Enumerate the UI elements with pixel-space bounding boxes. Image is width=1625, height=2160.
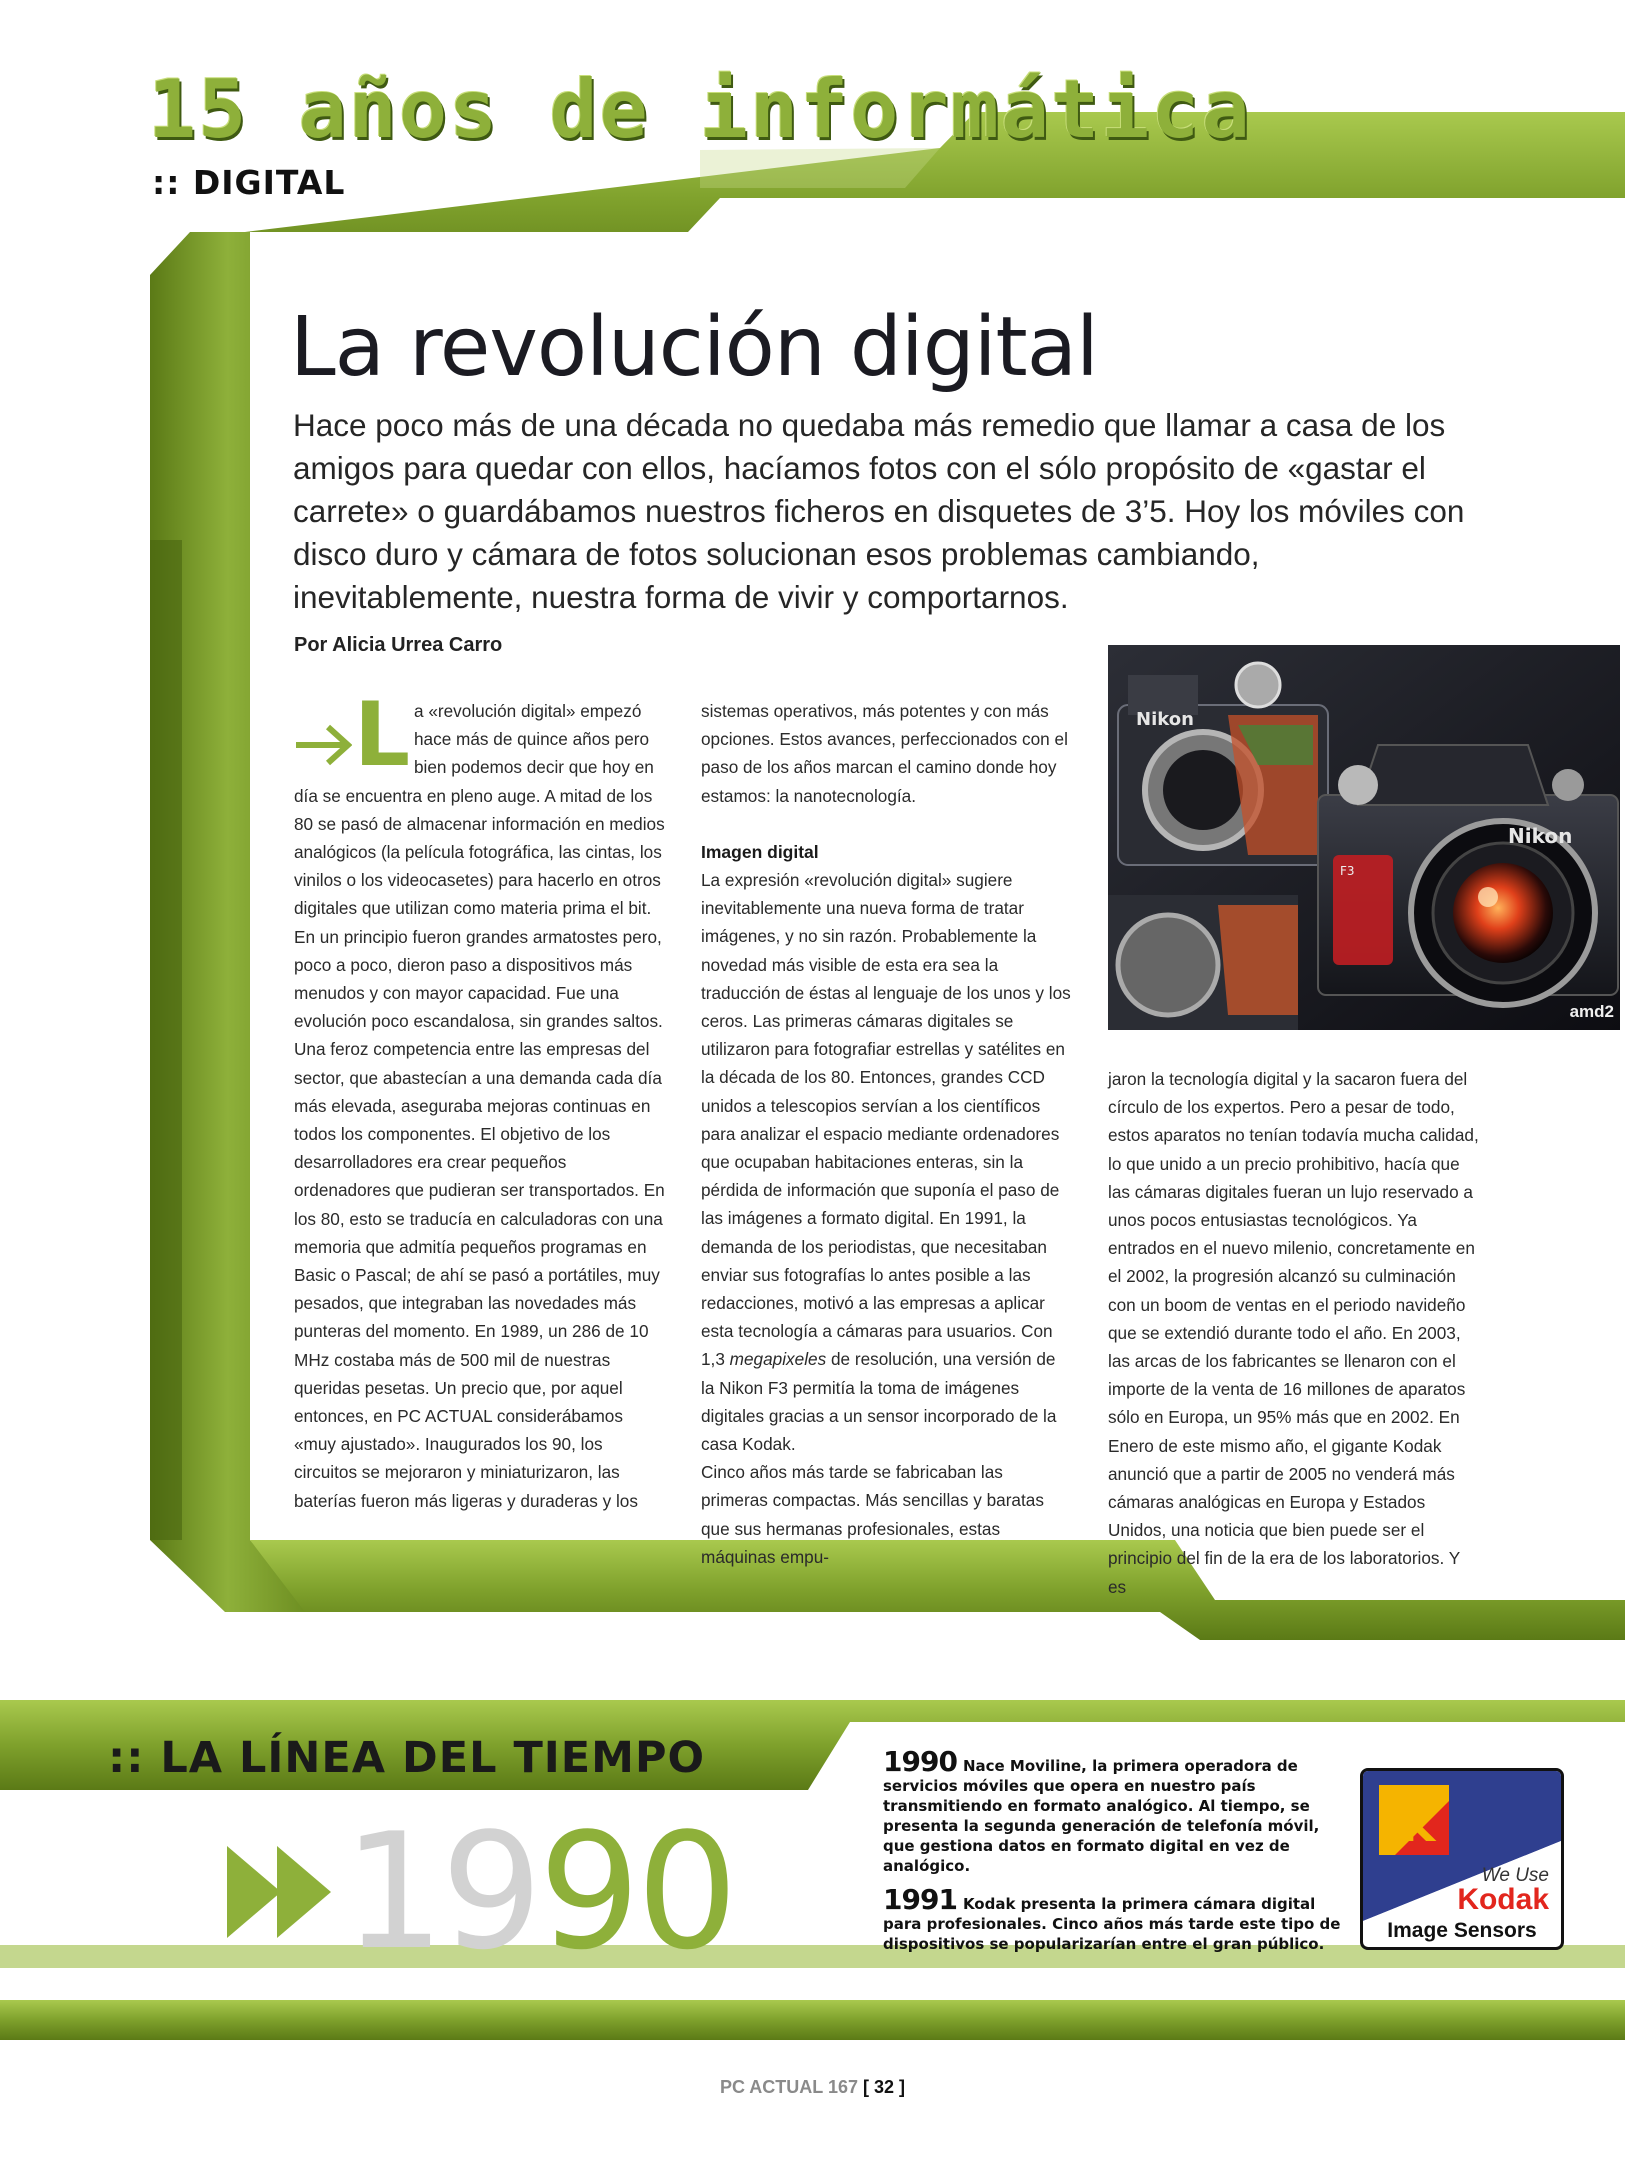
page-footer bbox=[0, 2077, 1625, 2098]
kodak-line-3: Image Sensors bbox=[1387, 1919, 1537, 1942]
nikon-label-left: Nikon bbox=[1136, 709, 1194, 730]
article-byline: Por Alicia Urrea Carro bbox=[294, 634, 503, 656]
photo-credit: amd2 bbox=[1569, 1002, 1614, 1021]
timeline-entry-year: 1990 bbox=[883, 1745, 957, 1778]
nikon-label-right: Nikon bbox=[1508, 824, 1573, 848]
footer-magazine: PC ACTUAL 167 bbox=[719, 2077, 858, 2097]
section-subtitle: :: DIGITAL bbox=[152, 163, 346, 202]
kodak-line-2: Kodak bbox=[1457, 1883, 1549, 1916]
article-column-2 bbox=[701, 697, 1073, 1571]
timeline-entry-text: Kodak presenta la primera cámara digital para profesionales. Cinco años más tarde este tipo de dispositivos se popularizarían entre el gran público. bbox=[883, 1895, 1341, 1953]
arrow-right-icon bbox=[294, 723, 352, 767]
section-title: 15 años de informática bbox=[148, 63, 1252, 156]
dropcap bbox=[294, 683, 411, 786]
timeline-band-bottom bbox=[0, 2000, 1625, 2040]
timeline-entries bbox=[883, 1745, 1343, 1968]
article-headline: La revolución digital bbox=[290, 300, 1098, 395]
footer-page-number: [ 32 ] bbox=[863, 2077, 906, 2097]
kodak-image-sensors-logo bbox=[1363, 1771, 1561, 1947]
camera-photo bbox=[1108, 645, 1620, 1030]
model-label: F3 bbox=[1340, 864, 1355, 878]
timeline-entry-1991 bbox=[883, 1883, 1343, 1954]
kodak-logo bbox=[1360, 1768, 1564, 1950]
kodak-mark: K bbox=[1401, 1801, 1436, 1852]
double-play-icon bbox=[225, 1842, 335, 1942]
dropcap-letter: L bbox=[354, 683, 411, 786]
emphasis-megapixeles: megapixeles bbox=[729, 1349, 827, 1370]
column-1-text: a «revolución digital» empezó hace más de quince años pero bien podemos decir que hoy en día se encuentra en pleno auge. A mitad de los 80 se pasó de almacenar información en medios analógicos (la película fotográfica, las cintas, los vinilos o los videocasetes) para hacerlo en otros digitales que utilizan como materia prima el bit. En un principio fueron grandes armatostes pero, poco a poco, dieron paso a dispositivos más menudos y con mayor capacidad. Fue una evolución poco escandalosa, sin grandes saltos. Una feroz competencia entre las empresas del sector, que abastecían a una demanda cada día más elevada, aseguraba mejoras continuas en todos los componentes. El objetivo de los desarrolladores era crear pequeños ordenadores que pudieran ser transportados. En los 80, esto se traducía en calculadoras con una memoria que admitía pequeños programas en Basic o Pascal; de ahí se pasó a portátiles, muy pesados, que integraban las novedades más punteras del momento. En 1989, un 286 de 10 MHz costaba más de 500 mil de nuestras queridas pesetas. Un precio que, por aquel entonces, en PC ACTUAL considerábamos «muy ajustado». Inaugurados los 90, los circuitos se mejoraron y miniaturizaron, las baterías fueron más ligeras y duraderas y los bbox=[294, 701, 665, 1511]
year-part-1: 19 bbox=[343, 1798, 539, 1985]
article-lead: Hace poco más de una década no quedaba más remedio que llamar a casa de los amigos para quedar con ellos, hacíamos fotos con el sólo propósito de «gastar el carrete» o guardábamos nuestros ficheros en disquetes de 3’5. Hoy los móviles con disco duro y cámara de fotos solucionan esos problemas cambiando, inevitablemente, nuestra forma de vivir y comportarnos. bbox=[293, 407, 1465, 615]
column-2-intro: sistemas operativos, más potentes y con más opciones. Estos avances, perfeccionados con el paso de los años marcan el camino donde hoy estamos: la nanotecnología. bbox=[701, 701, 1068, 806]
column-2-paragraph-2: Cinco años más tarde se fabricaban las primeras compactas. Más sencillas y baratas que sus hermanas profesionales, estas máquinas empu- bbox=[701, 1462, 1044, 1567]
timeline-entry-text: Nace Moviline, la primera operadora de servicios móviles que opera en nuestro país transmitiendo en formato analógico. Al tiempo, se presenta la segunda generación de telefonía móvil, que gestiona datos en formato digital en vez de analógico. bbox=[883, 1757, 1320, 1875]
timeline-entry-year: 1991 bbox=[883, 1883, 957, 1916]
timeline-entry-1990 bbox=[883, 1745, 1343, 1876]
column-3-text: jaron la tecnología digital y la sacaron fuera del círculo de los expertos. Pero a pesar de todo, estos aparatos no tenían todavía mucha calidad, lo que unido a un precio prohibitivo, hacía que las cámaras digitales fueran un lujo reservado a unos pocos entusiastas tecnológicos. Ya entrados en el nuevo milenio, concretamente en el 2002, la progresión alcanzó su culminación con un boom de ventas en el periodo navideño que se extendió durante todo el año. En 2003, las arcas de los fabricantes se llenaron con el importe de la venta de 16 millones de aparatos sólo en Europa, un 95% más que en 2002. En Enero de este mismo año, el gigante Kodak anunció que a partir de 2005 no venderá más cámaras analógicas en Europa y Estados Unidos, una noticia que bien puede ser el principio del fin de la era de los laboratorios. Y es bbox=[1108, 1069, 1479, 1597]
kodak-line-1: We Use bbox=[1481, 1865, 1549, 1886]
article-column-1 bbox=[294, 683, 666, 1515]
subhead-imagen-digital: Imagen digital bbox=[701, 841, 819, 862]
article-column-3 bbox=[1108, 1065, 1480, 1601]
timeline-year bbox=[343, 1798, 735, 1985]
column-2-paragraph-1: La expresión «revolución digital» sugiere inevitablemente una nueva forma de tratar imágenes, y no sin razón. Probablemente la novedad más visible de esta era sea la traducción de éstas al lenguaje de los unos y los ceros. Las primeras cámaras digitales se utilizaron para fotografiar estrellas y satélites en la década de los 80. Entonces, grandes CCD unidos a telescopios servían a los científicos para analizar el espacio mediante ordenadores que ocupaban habitaciones enteras, sin la pérdida de información que suponía el paso de las imágenes a formato digital. En 1991, la demanda de los periodistas, que necesitaban enviar sus fotografías lo antes posible a las redacciones, motivó a las empresas a aplicar esta tecnología a cámaras para usuarios. Con 1,3 megapixeles de resolución, una versión de la Nikon F3 permitía la toma de imágenes digitales gracias a un sensor incorporado de la casa Kodak. bbox=[701, 870, 1071, 1455]
year-part-2: 90 bbox=[538, 1798, 735, 1985]
timeline-title: :: LA LÍNEA DEL TIEMPO bbox=[108, 1733, 706, 1783]
nikon-cameras-illustration bbox=[1108, 645, 1620, 1030]
